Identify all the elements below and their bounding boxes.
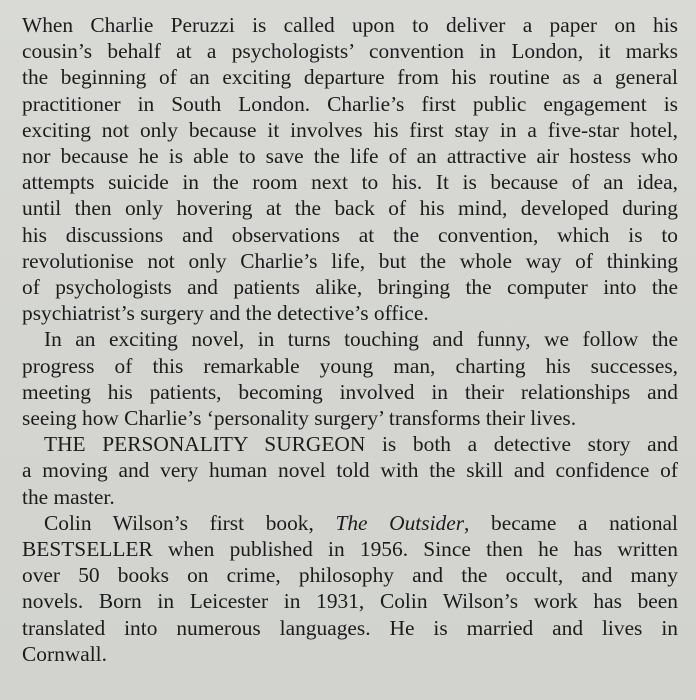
text-line: his discussions and observations at the convention, which is to bbox=[22, 222, 678, 247]
paragraph-plot bbox=[22, 12, 678, 326]
paragraph-summary bbox=[22, 431, 678, 510]
text-line: In an exciting novel, in turns touching and funny, we follow the bbox=[44, 327, 678, 352]
text-line: progress of this remarkable young man, charting his successes, bbox=[22, 353, 678, 378]
text-line: the master. bbox=[22, 484, 115, 509]
text-segment: Colin Wilson’s first book, bbox=[44, 510, 336, 535]
text-line: revolutionise not only Charlie’s life, but the whole way of thinking bbox=[22, 248, 678, 273]
text-line: of psychologists and patients alike, bringing the computer into the bbox=[22, 275, 678, 300]
text-line: attempts suicide in the room next to his. It is because of an idea, bbox=[22, 170, 678, 195]
text-line bbox=[22, 510, 678, 536]
text-line: THE PERSONALITY SURGEON is both a detective story and bbox=[44, 432, 678, 457]
text-segment: , became a national bbox=[464, 510, 678, 535]
paragraph-novel bbox=[22, 326, 678, 431]
text-line: the beginning of an exciting departure from his routine as a general bbox=[22, 65, 678, 90]
text-line: cousin’s behalf at a psychologists’ convention in London, it marks bbox=[22, 39, 678, 64]
text-line: meeting his patients, becoming involved in their relationships and bbox=[22, 379, 678, 404]
text-line: BESTSELLER when published in 1956. Since then he has written bbox=[22, 537, 678, 562]
text-line: until then only hovering at the back of his mind, developed during bbox=[22, 196, 678, 221]
text-line: novels. Born in Leicester in 1931, Colin Wilson’s work has been bbox=[22, 589, 678, 614]
text-line: seeing how Charlie’s ‘personality surgery’ transforms their lives. bbox=[22, 406, 577, 431]
text-line: nor because he is able to save the life of an attractive air hostess who bbox=[22, 144, 678, 169]
text-line: a moving and very human novel told with the skill and confidence of bbox=[22, 458, 678, 483]
paragraph-author-bio bbox=[22, 510, 678, 667]
text-line: translated into numerous languages. He is married and lives in bbox=[22, 615, 678, 640]
text-line: When Charlie Peruzzi is called upon to deliver a paper on his bbox=[22, 13, 678, 37]
text-line: over 50 books on crime, philosophy and the occult, and many bbox=[22, 563, 678, 588]
text-line: psychiatrist’s surgery and the detective’s office. bbox=[22, 301, 429, 326]
book-title-the-outsider: The Outsider bbox=[335, 510, 465, 535]
text-line: exciting not only because it involves his first stay in a five-star hotel, bbox=[22, 117, 678, 142]
text-line: Cornwall. bbox=[22, 641, 107, 666]
text-line: practitioner in South London. Charlie’s first public engagement is bbox=[22, 91, 678, 116]
